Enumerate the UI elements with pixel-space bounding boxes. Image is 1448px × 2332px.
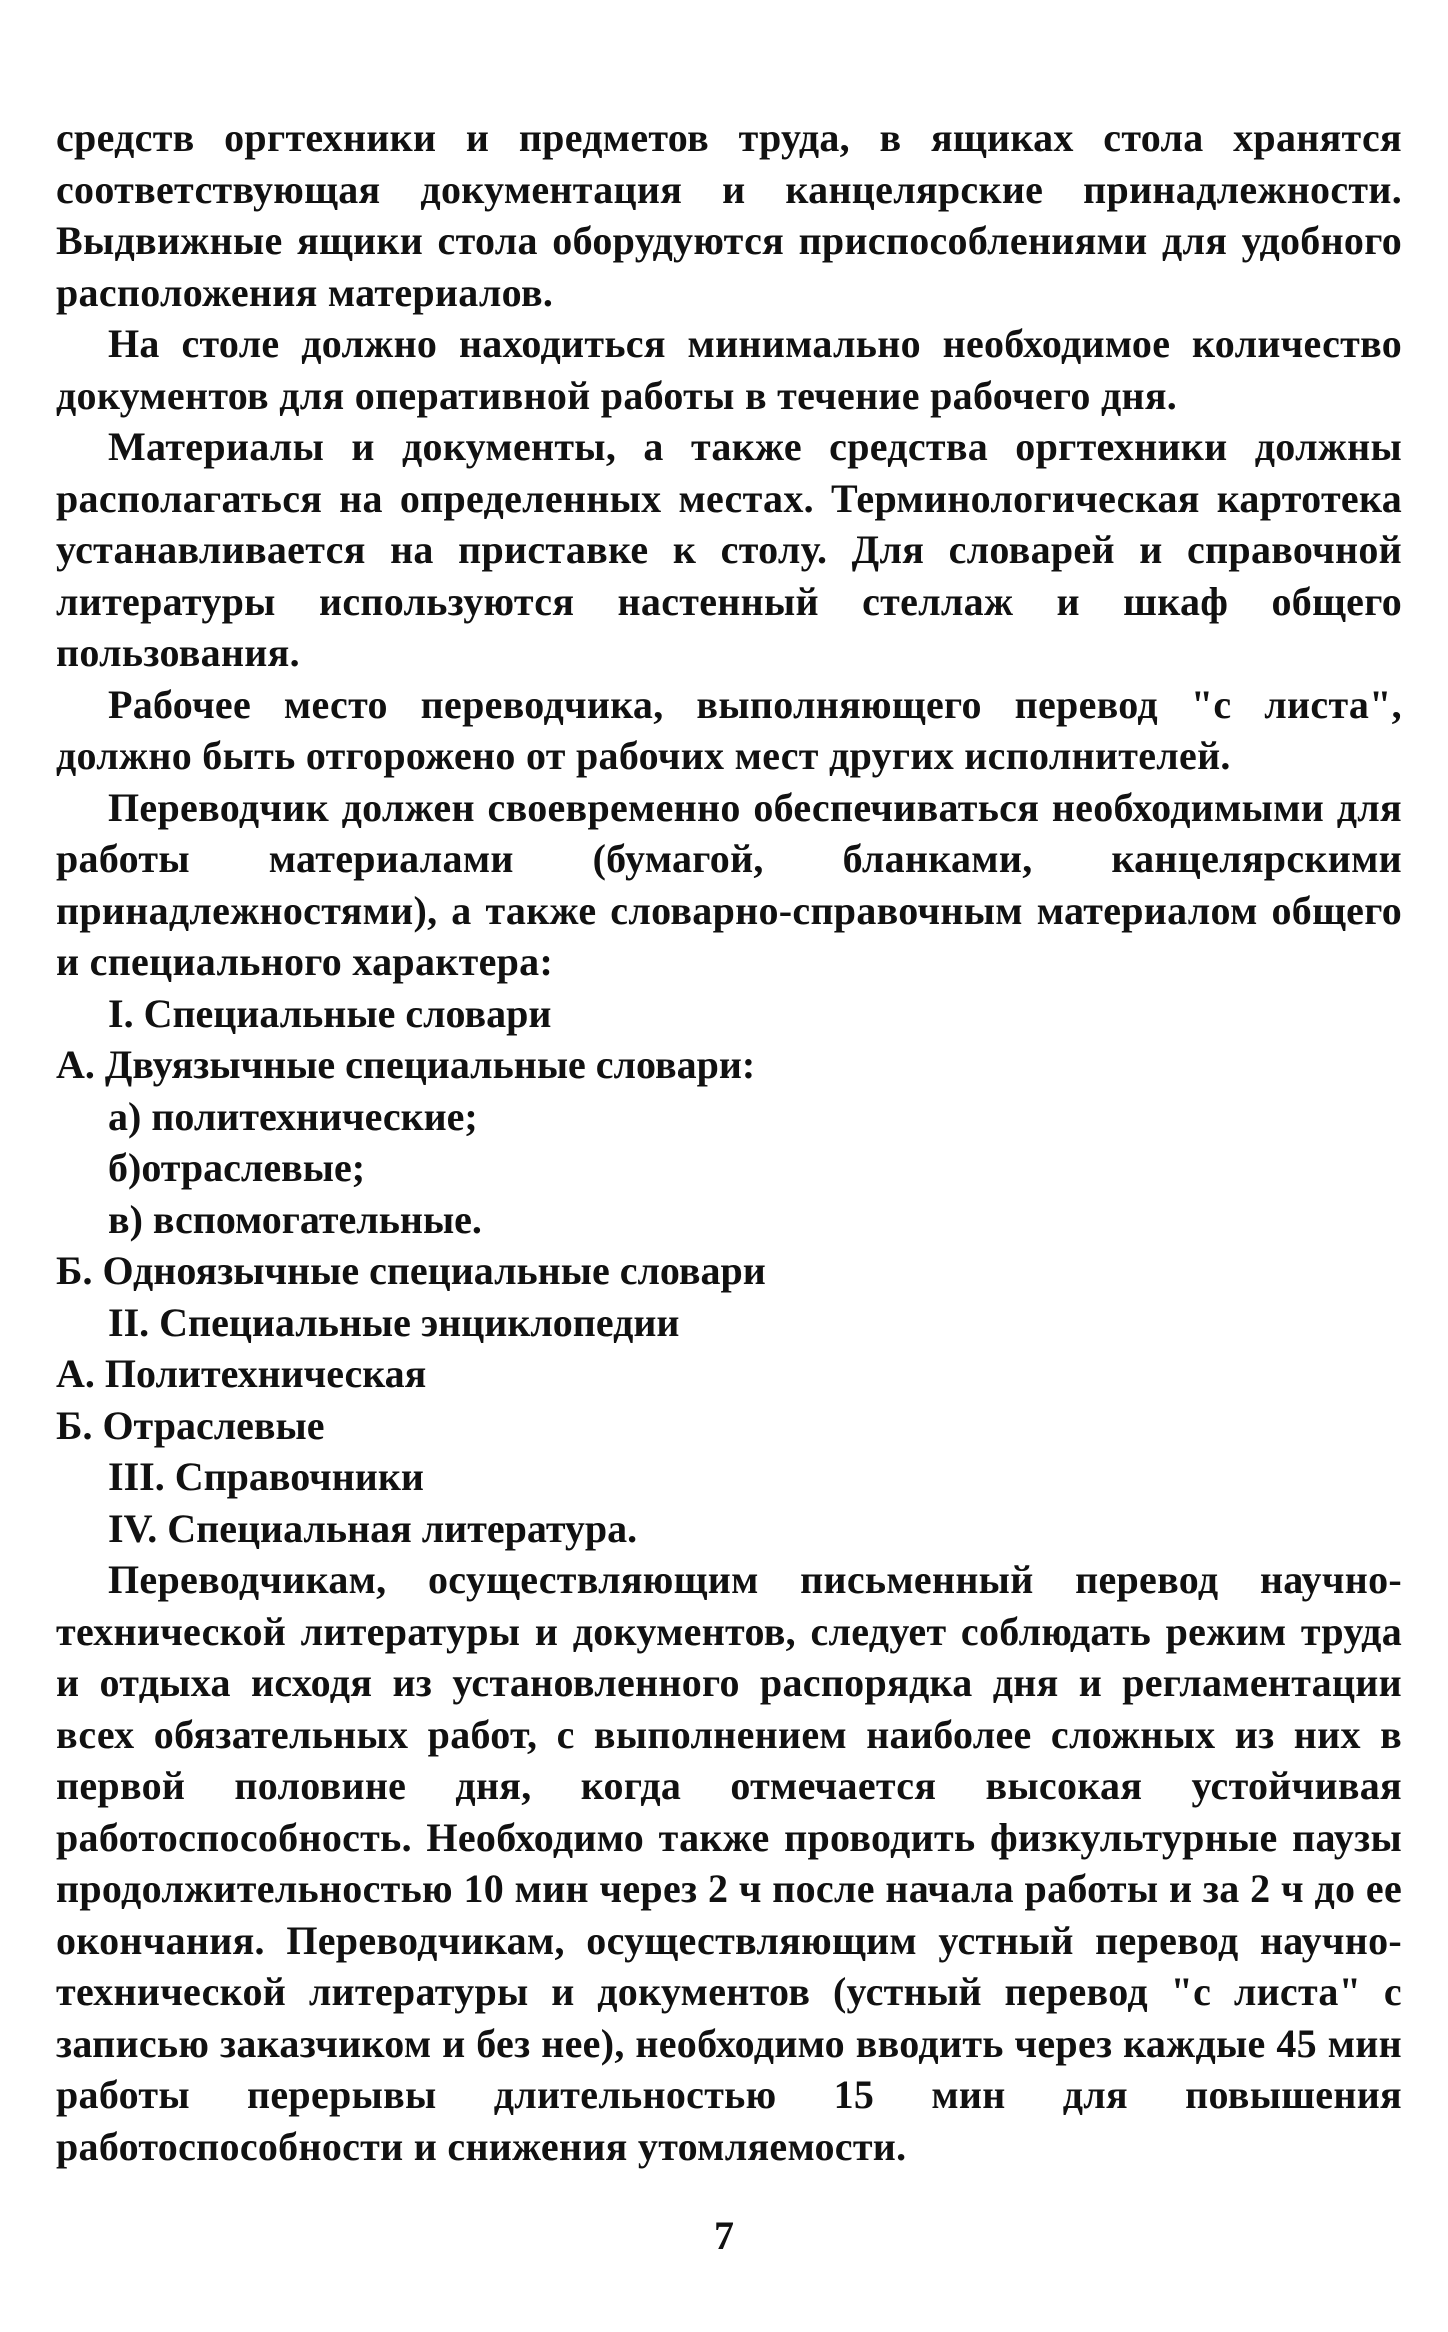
outline-item: в) вспомогательные. (108, 1196, 482, 1242)
page-number: 7 (714, 2213, 734, 2258)
document-page (56, 112, 1402, 2172)
outline-item: а) политехнические; (108, 1093, 478, 1139)
outline-item: III. Справочники (108, 1454, 424, 1499)
outline-item: Б. Одноязычные специальные словари (56, 1248, 766, 1293)
paragraph-work-regime: Переводчикам, осуществляющим письменный перевод научно-технической литературы и документов, следует соблюдать режим труда и отдыха исходя из установленного распорядка дня и регламентации всех обязательных работ, с выполнением наиболее сложных из них в первой половине дня, когда отмечается высокая устойчивая работоспособность. Необходимо также проводить физкультурные паузы продолжительностью 10 мин через 2 ч после начала работы и за 2 ч до ее окончания. Переводчикам, осуществляющим устный перевод научно-технической литературы и документов (устный перевод "с листа" с записью заказчиком и без нее), необходимо вводить через каждые 45 мин работы перерывы длительностью 15 мин для повышения работоспособности и снижения утомляемости. (56, 1557, 1402, 2169)
paragraph-sight-translation-workplace: Рабочее место переводчика, выполняющего перевод "с листа", должно быть отгорожено от рабочих мест других исполнителей. (56, 681, 1402, 778)
paragraph-supplies: Переводчик должен своевременно обеспечиваться необходимыми для работы материалами (бумагой, бланками, канцелярскими принадлежностями), а также словарно-справочным материалом общего и специального характера: (56, 784, 1402, 984)
outline-item: IV. Специальная литература. (108, 1505, 638, 1551)
outline-item: А. Политехническая (56, 1351, 427, 1396)
paragraph-desk-documents: На столе должно находиться минимально необходимое количество документов для оперативной работы в течение рабочего дня. (56, 321, 1402, 418)
paragraph-materials-placement: Материалы и документы, а также средства оргтехники должны располагаться на определенных местах. Терминологическая картотека устанавливается на приставке к столу. Для словарей и справочной литературы используются настенный стеллаж и шкаф общего пользования. (56, 424, 1402, 675)
outline-item: б)отраслевые; (108, 1145, 366, 1190)
outline-item: А. Двуязычные специальные словари: (56, 1042, 756, 1087)
paragraph-continued: средств оргтехники и предметов труда, в ящиках стола хранятся соответствующая документация и канцелярские принадлежности. Выдвижные ящики стола оборудуются приспособлениями для удобного расположения материалов. (56, 115, 1402, 315)
outline-item: II. Специальные энциклопедии (108, 1299, 680, 1345)
outline-item: Б. Отраслевые (56, 1402, 325, 1448)
outline-item: I. Специальные словари (108, 990, 552, 1036)
reference-outline (56, 988, 1402, 1555)
